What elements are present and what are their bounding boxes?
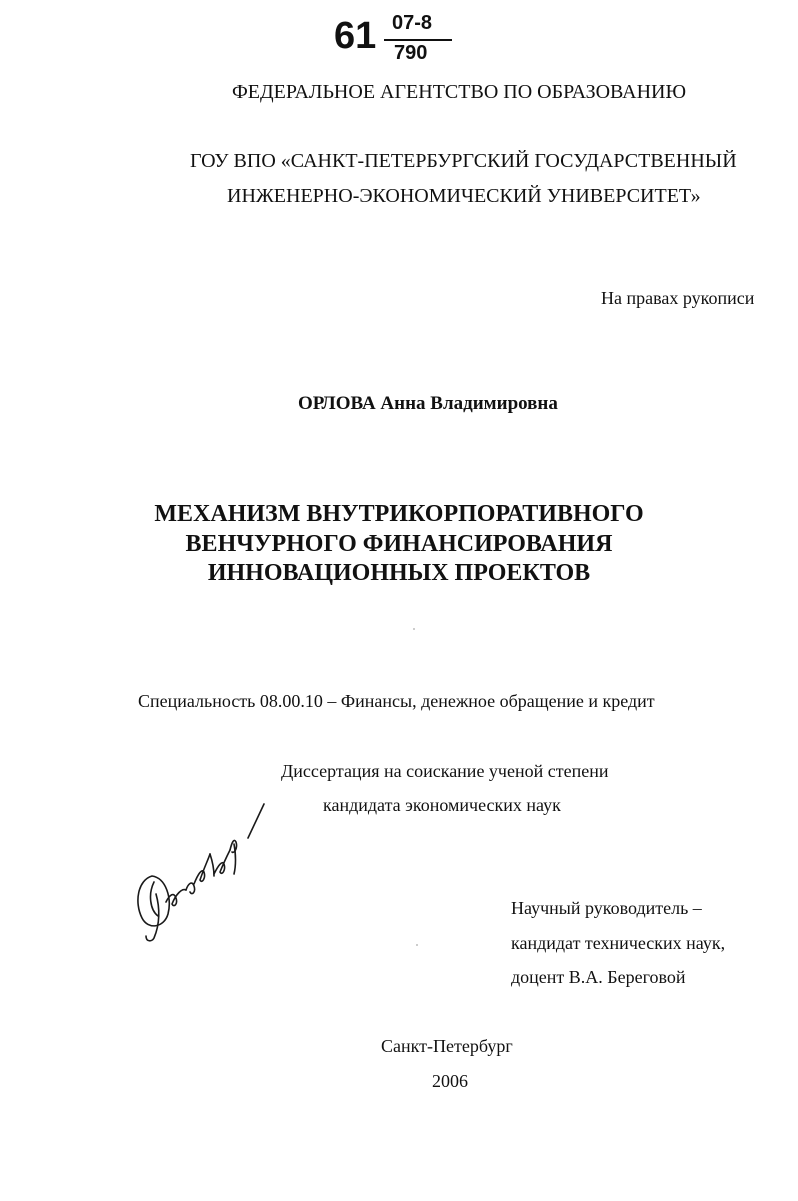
dissertation-title-line-2: ВЕНЧУРНОГО ФИНАНСИРОВАНИЯ (185, 531, 613, 557)
call-number-fraction-line (384, 39, 452, 41)
author-signature (130, 798, 270, 946)
call-number-main: 61 (334, 15, 377, 57)
author-name: ОРЛОВА Анна Владимировна (298, 393, 558, 414)
degree-line-2: кандидата экономических наук (323, 795, 561, 815)
dissertation-title-line-1: МЕХАНИЗМ ВНУТРИКОРПОРАТИВНОГО (154, 501, 644, 527)
university-line-2: ИНЖЕНЕРНО-ЭКОНОМИЧЕСКИЙ УНИВЕРСИТЕТ» (227, 185, 701, 207)
university-line-1: ГОУ ВПО «САНКТ-ПЕТЕРБУРГСКИЙ ГОСУДАРСТВЕННЫЙ (190, 150, 737, 172)
agency-name: ФЕДЕРАЛЬНОЕ АГЕНТСТВО ПО ОБРАЗОВАНИЮ (232, 81, 687, 103)
call-number-numerator: 07-8 (392, 12, 433, 34)
specialty: Специальность 08.00.10 – Финансы, денежное обращение и кредит (138, 691, 655, 711)
call-number (334, 12, 464, 72)
scan-speck (413, 628, 415, 630)
manuscript-rights: На правах рукописи (601, 288, 755, 308)
supervisor-line-1: Научный руководитель – (511, 898, 702, 918)
call-number-denominator: 790 (394, 42, 428, 64)
scan-speck (416, 944, 418, 946)
dissertation-title-line-3: ИННОВАЦИОННЫХ ПРОЕКТОВ (207, 560, 591, 586)
city: Санкт-Петербург (381, 1036, 513, 1056)
supervisor-line-2: кандидат технических наук, (511, 933, 726, 953)
degree-line-1: Диссертация на соискание ученой степени (281, 761, 609, 781)
supervisor-line-3: доцент В.А. Береговой (511, 967, 686, 987)
year: 2006 (432, 1071, 468, 1091)
